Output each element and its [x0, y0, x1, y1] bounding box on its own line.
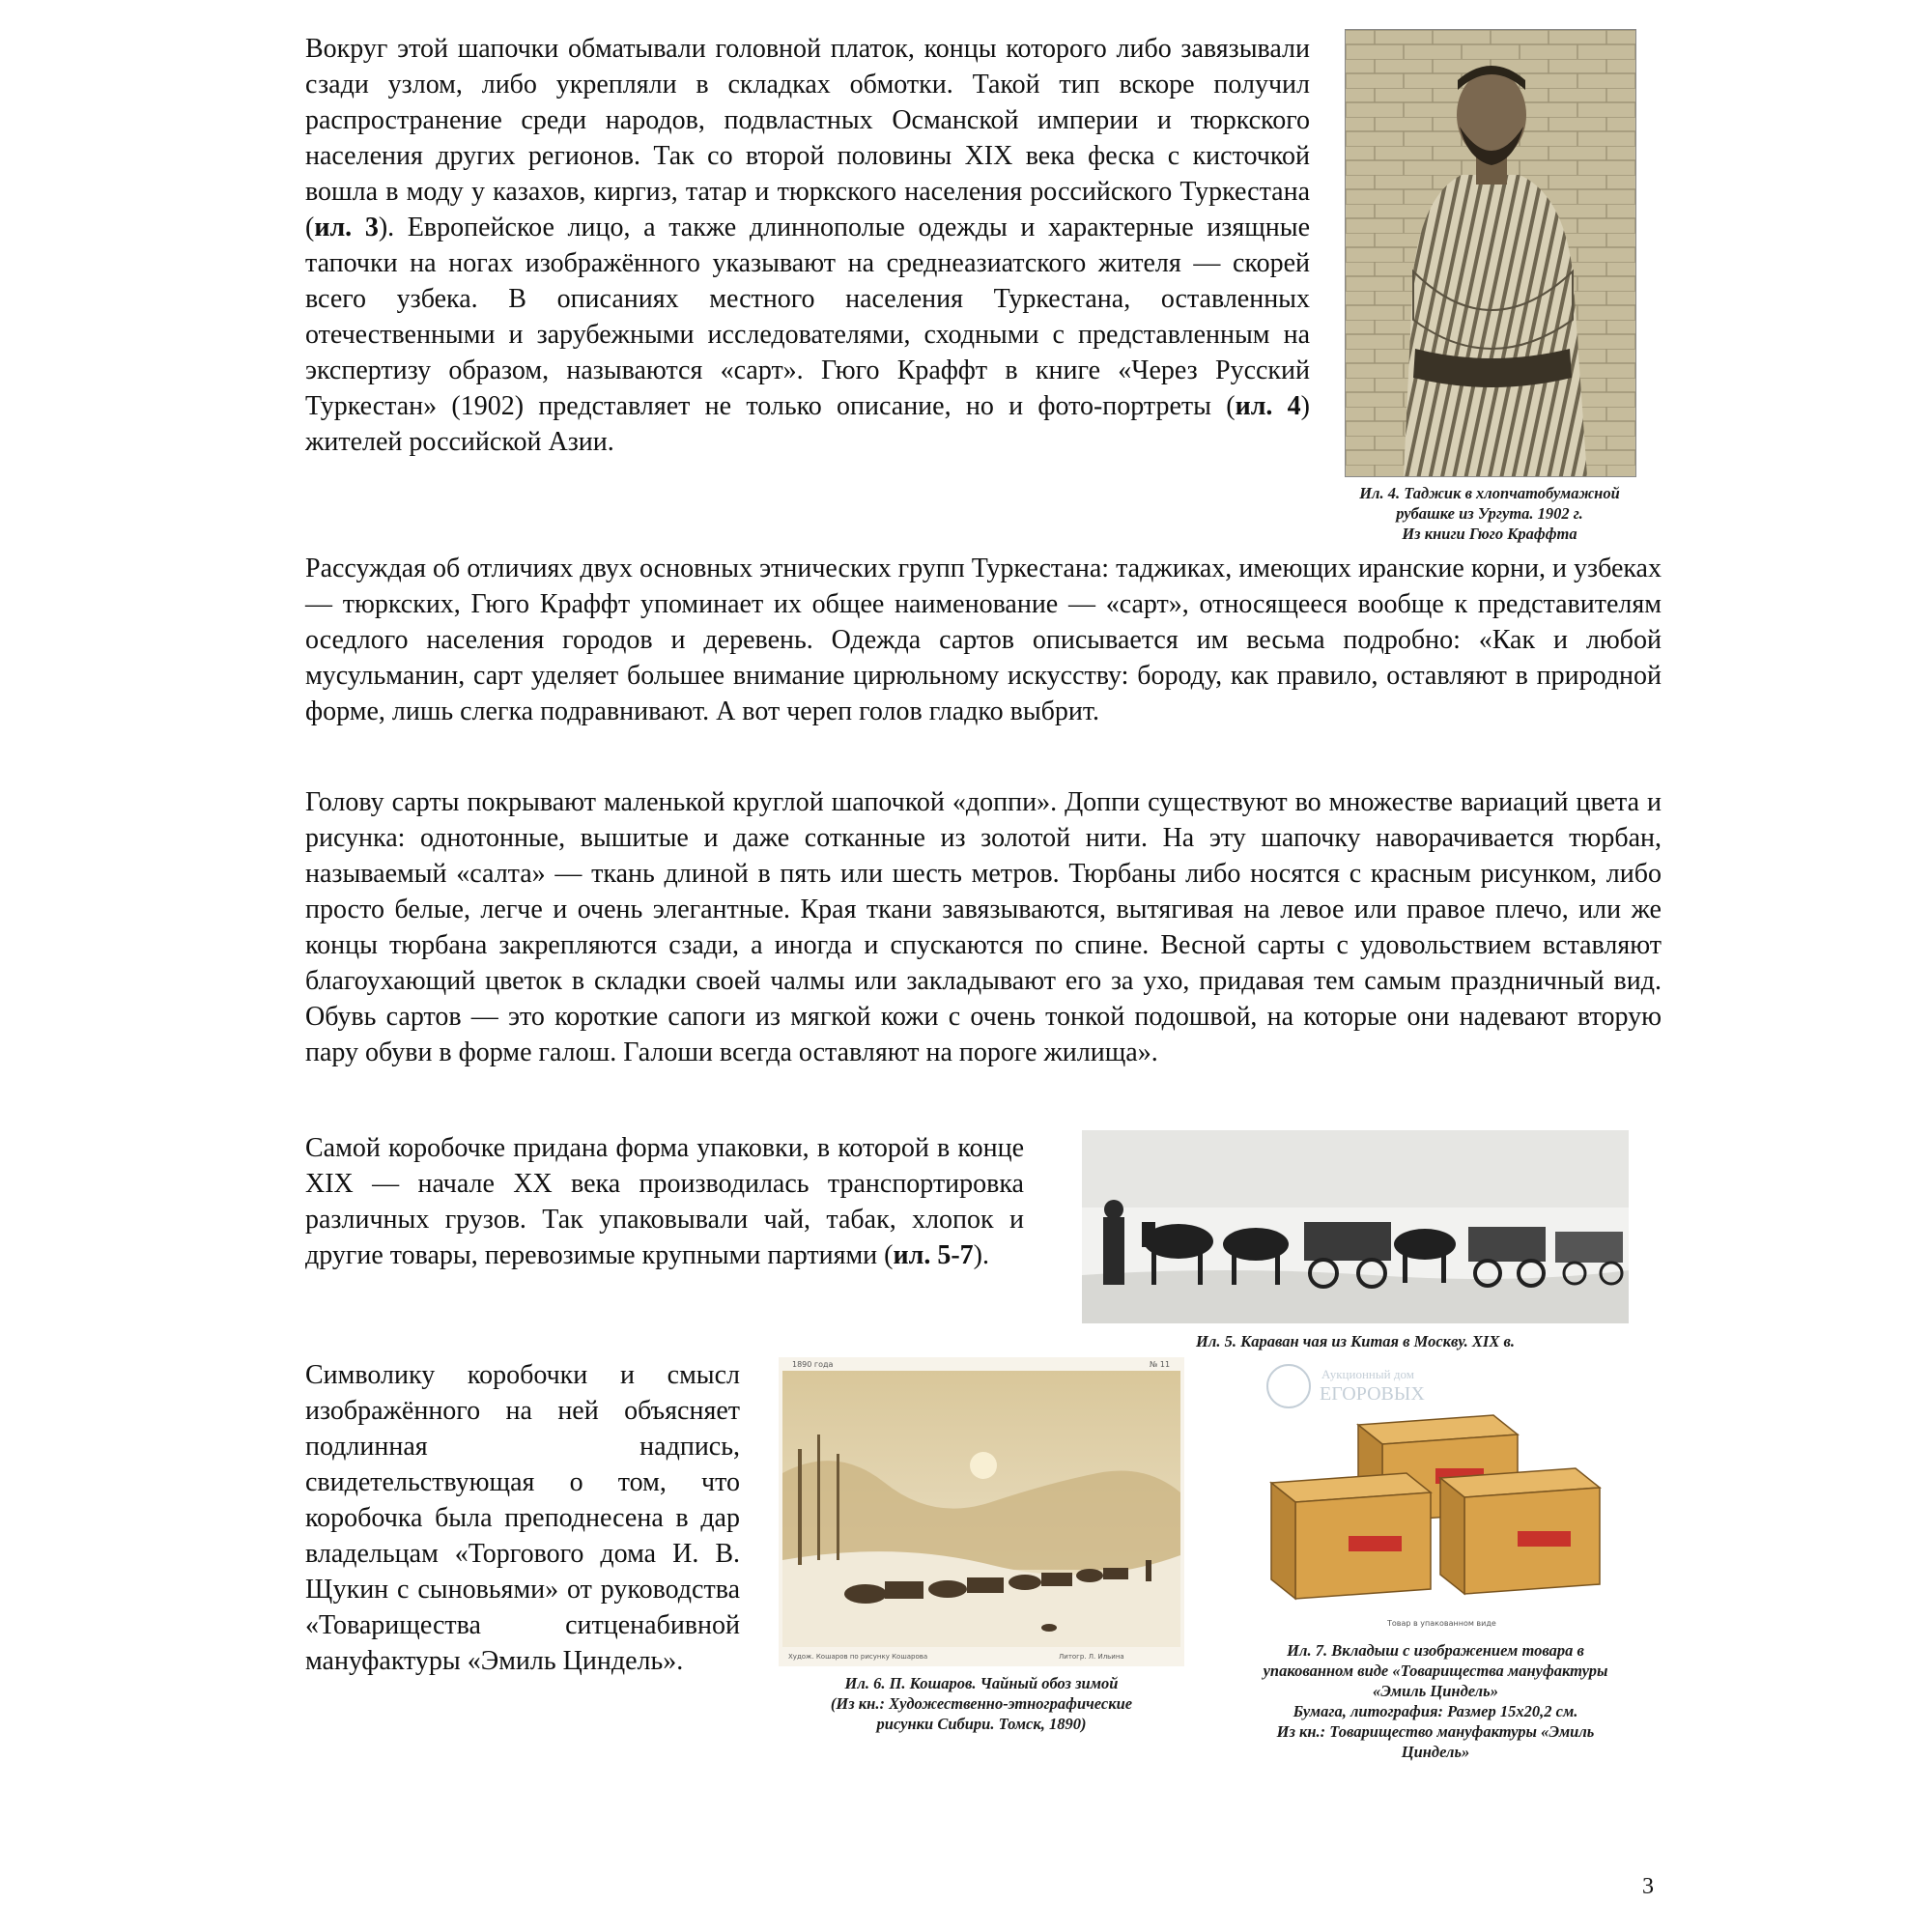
caption-il-4-line-3: Из книги Гюго Краффта [1402, 525, 1577, 543]
portrait-illustration [1346, 30, 1635, 476]
caption-il-4-line-2: рубашке из Ургута. 1902 г. [1396, 504, 1583, 523]
paragraph-5: Символику коробочки и смысл изображённого на ней объясняет подлинная надпись, свидетельствующая о том, что коробочка была преподнесена в дар владельцам «Торгового дома И. В. Щукин с сыновьями» от руководства «Товарищества ситценабивной мануфактуры «Эмиль Циндель». [305, 1360, 740, 1676]
paragraph-4 [305, 1130, 1024, 1273]
caption-il-7-line-3: «Эмиль Циндель» [1373, 1682, 1498, 1700]
caption-il-7-line-1: Ил. 7. Вкладыш с изображением товара в [1287, 1641, 1584, 1660]
caravan-illustration [1082, 1130, 1629, 1323]
paragraph-4-text-a: Самой коробочке придана форма упаковки, в которой в конце XIX — начале XX века производилась транспортировка различных грузов. Так упаковывали чай, табак, хлопок и другие товары, перевозимые крупными партиями ( [305, 1133, 1024, 1270]
caption-il-6-line-1: Ил. 6. П. Кошаров. Чайный обоз зимой [844, 1674, 1119, 1692]
caption-il-5: Ил. 5. Караван чая из Китая в Москву. XIX в. [1196, 1332, 1515, 1350]
painting-illustration [779, 1357, 1184, 1666]
ref-il-5-7: ил. 5-7 [893, 1240, 974, 1270]
caption-il-7-line-5: Из кн.: Товарищество мануфактуры «Эмиль [1276, 1722, 1595, 1741]
caption-il-6-line-2: (Из кн.: Художественно-этнографические [830, 1694, 1133, 1713]
painting-top-left-text: 1890 года [792, 1360, 834, 1369]
paragraph-1-text-a: Вокруг этой шапочки обматывали головной платок, концы которого либо завязывали сзади узлом, либо укрепляли в складках обмотки. Такой тип вскоре получил распространение среди народов, подвластных Османской империи и тюркского населения других регионов. Так со второй половины XIX века феска с кисточкой вошла в моду у казахов, киргиз, татар и тюркского населения российского Туркестана ( [305, 34, 1310, 242]
photo-il-4-portrait [1345, 29, 1636, 477]
caption-il-7 [1213, 1640, 1658, 1762]
caption-il-6-line-3: рисунки Сибири. Томск, 1890) [876, 1715, 1087, 1733]
crates-illustration [1252, 1357, 1619, 1633]
paragraph-1-text-c: ) жителей российской Азии. [305, 391, 1310, 457]
ref-il-3: ил. 3 [314, 213, 379, 242]
stamp-text-line-2: ЕГОРОВЫХ [1320, 1383, 1425, 1405]
caption-il-7-line-4: Бумага, литография: Размер 15х20,2 см. [1293, 1702, 1578, 1720]
photo-il-7-crates [1252, 1357, 1619, 1633]
painting-top-right-text: № 11 [1150, 1360, 1171, 1369]
photo-il-5-caravan [1082, 1130, 1629, 1323]
stamp-text-line-1: Аукционный дом [1321, 1367, 1414, 1381]
caption-il-4 [1325, 483, 1654, 544]
paragraph-1-text-b: ). Европейское лицо, а также длиннополые одежды и характерные изящные тапочки на ногах изображённого указывают на среднеазиатского жителя — скорей всего узбека. В описаниях местного населения Туркестана, оставленных отечественными и зарубежными исследователями, сходными с представленным на экспертизу образом, называются «сарт». Гюго Краффт в книге «Через Русский Туркестан» (1902) представляет не только описание, но и фото-портреты ( [305, 213, 1311, 421]
painting-bottom-right-text: Литогр. Л. Ильина [1059, 1653, 1124, 1661]
photo-il-6-painting [779, 1357, 1184, 1666]
caption-il-7-line-6: Циндель» [1401, 1743, 1470, 1761]
paragraph-1 [305, 31, 1310, 460]
painting-bottom-left-text: Худож. Кошаров по рисунку Кошарова [788, 1653, 928, 1661]
caption-il-7-line-2: упакованном виде «Товарищества мануфактуры [1263, 1662, 1608, 1680]
ref-il-4: ил. 4 [1235, 391, 1301, 421]
crates-bottom-text: Товар в упакованном виде [1387, 1619, 1496, 1628]
page-number: 3 [1642, 1874, 1654, 1899]
caption-il-6 [779, 1673, 1184, 1734]
caption-il-4-line-1: Ил. 4. Таджик в хлопчатобумажной [1359, 484, 1620, 502]
paragraph-3: Голову сарты покрывают маленькой круглой шапочкой «доппи». Доппи существуют во множестве вариаций цвета и рисунка: однотонные, вышитые и даже сотканные из золотой нити. На эту шапочку наворачивается тюрбан, называемый «салта» — ткань длиной в пять или шесть метров. Тюрбаны либо носятся с красным рисунком, либо просто белые, легче и очень элегантные. Края ткани завязываются, вытягивая на левое или правое плечо, или же концы тюрбана закрепляются сзади, а иногда и спускаются по спине. Весной сарты с удовольствием вставляют благоухающий цветок в складки своей чалмы или закладывают его за ухо, придавая тем самым праздничный вид. Обувь сартов — это короткие сапоги из мягкой кожи с очень тонкой подошвой, на которые они надевают вторую пару обуви в форме галош. Галоши всегда оставляют на пороге жилища». [305, 787, 1662, 1067]
paragraph-4-text-b: ). [973, 1240, 989, 1270]
paragraph-2: Рассуждая об отличиях двух основных этнических групп Туркестана: таджиках, имеющих иранские корни, и узбеках — тюркских, Гюго Краффт упоминает их общее наименование — «сарт», относящееся вообще к представителям оседлого населения городов и деревень. Одежда сартов описывается им весьма подробно: «Как и любой мусульманин, сарт уделяет большее внимание цирюльному искусству: бороду, как правило, оставляют в природной форме, лишь слегка подравнивают. А вот череп голов гладко выбрит. [305, 554, 1662, 726]
